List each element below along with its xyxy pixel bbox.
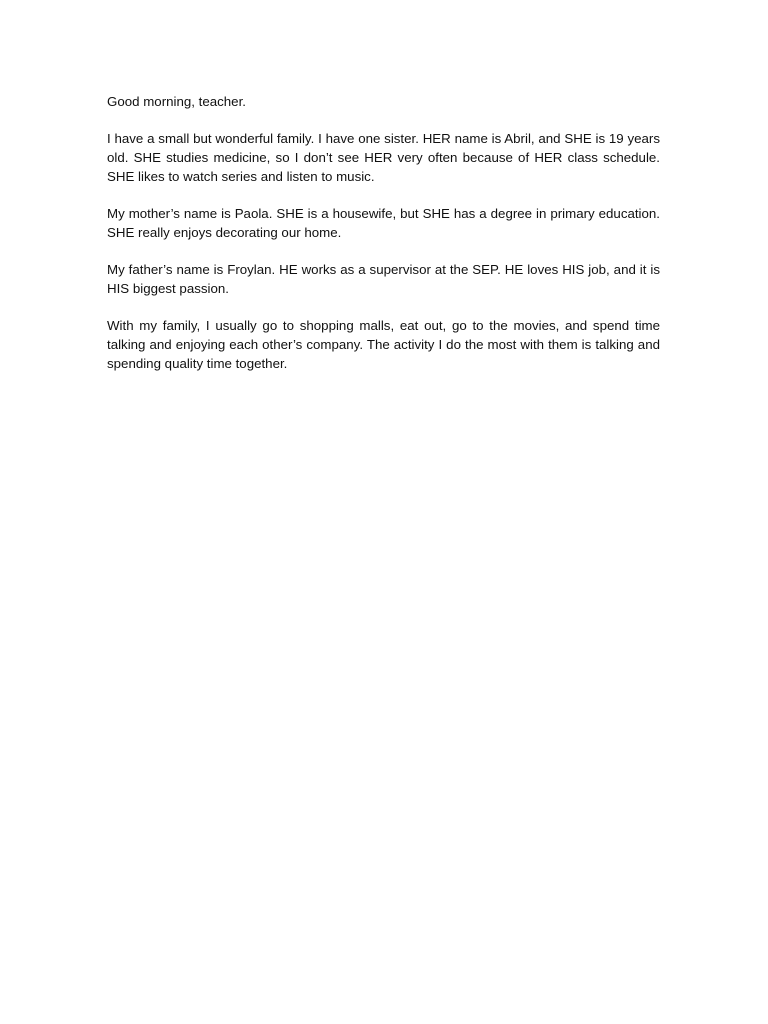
paragraph-mother: My mother’s name is Paola. SHE is a housewife, but SHE has a degree in primary education. SHE really enjoys decorating our home. — [107, 206, 660, 240]
paragraph-family-activities: With my family, I usually go to shopping malls, eat out, go to the movies, and spend time talking and enjoying each other’s company. The activity I do the most with them is talking and spending quality time together. — [107, 318, 660, 371]
document-page — [107, 92, 660, 391]
paragraph-father: My father’s name is Froylan. HE works as a supervisor at the SEP. HE loves HIS job, and it is HIS biggest passion. — [107, 262, 660, 296]
greeting-text: Good morning, teacher. — [107, 94, 246, 109]
paragraph-sister: I have a small but wonderful family. I have one sister. HER name is Abril, and SHE is 19 years old. SHE studies medicine, so I don’t see HER very often because of HER class schedule. SHE likes to watch series and listen to music. — [107, 131, 660, 184]
